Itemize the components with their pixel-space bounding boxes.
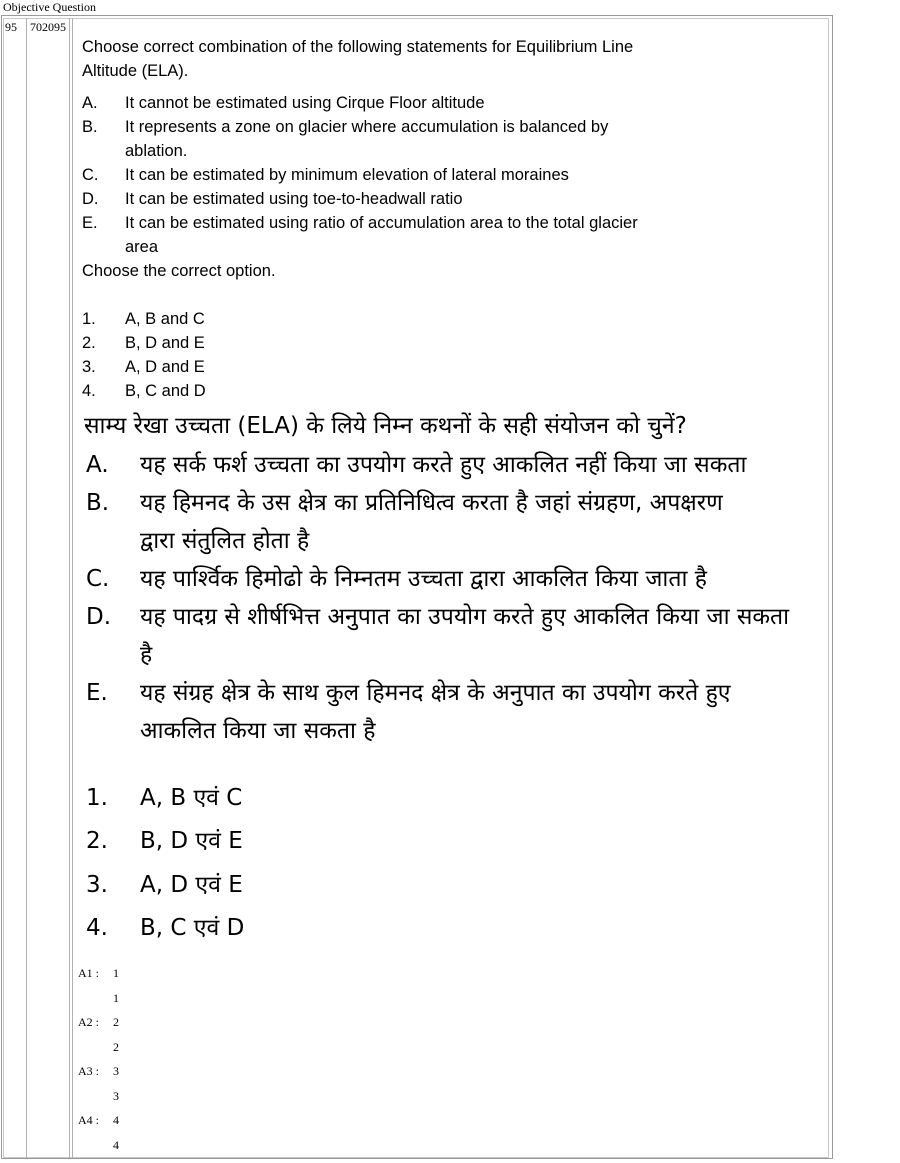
hindi-question-stem: साम्य रेखा उच्चता (ELA) के लिये निम्न कथनों के सही संयोजन को चुनें? [84,413,687,439]
answer-label-a3: A3 : [78,1064,99,1078]
option-text: A, B and C [125,310,205,328]
question-id: 702095 [30,20,66,34]
statement-text: यह संग्रह क्षेत्र के साथ कुल हिमनद क्षेत्र के अनुपात का उपयोग करते हुए [140,680,731,706]
statement-label: A. [82,94,98,112]
column-divider [26,18,27,1158]
option-number: 2. [82,334,96,352]
answer-value-repeat-a2: 2 [113,1040,119,1054]
statement-label: C. [82,166,99,184]
statement-text-continued: area [125,238,159,256]
answer-value-repeat-a4: 4 [113,1138,119,1152]
question-number: 95 [5,20,17,34]
statement-label: A. [86,452,109,478]
statement-text: यह पार्श्विक हिमोढो के निम्नतम उच्चता द्वारा आकलित किया जाता है [140,566,707,592]
statement-text: It can be estimated using toe-to-headwall ratio [125,190,463,208]
statement-text: It can be estimated by minimum elevation of lateral moraines [125,166,569,184]
statement-label: B. [86,490,110,516]
option-number: 4. [82,382,96,400]
answer-value-a3: 3 [113,1064,119,1078]
statement-label: B. [82,118,98,136]
answer-value-a1: 1 [113,966,119,980]
statement-label: C. [86,566,110,592]
statement-text: It cannot be estimated using Cirque Floor altitude [125,94,485,112]
answer-value-a4: 4 [113,1113,119,1127]
column-divider [72,18,73,1158]
option-number: 4. [86,915,108,941]
option-text: B, D and E [125,334,205,352]
option-text: A, D एवं E [140,872,243,898]
english-question-stem [82,35,782,83]
option-text: B, C एवं D [140,915,245,941]
option-text: B, D एवं E [140,828,243,854]
english-stem-line-2: Altitude (ELA). [82,62,189,80]
statement-label: D. [82,190,99,208]
statement-text-continued: है [140,642,153,668]
english-stem-line-1: Choose correct combination of the following statements for Equilibrium Line [82,38,634,56]
option-number: 3. [86,872,108,898]
statement-text: यह हिमनद के उस क्षेत्र का प्रतिनिधित्व करता है जहां संग्रहण, अपक्षरण [140,490,723,516]
statement-text: यह सर्क फर्श उच्चता का उपयोग करते हुए आकलित नहीं किया जा सकता [140,452,747,478]
option-number: 2. [86,828,108,854]
option-text: B, C and D [125,382,206,400]
answer-label-a1: A1 : [78,966,99,980]
answer-value-repeat-a3: 3 [113,1089,119,1103]
statement-label: E. [82,214,98,232]
statement-text: यह पादग्र से शीर्षभित्त अनुपात का उपयोग करते हुए आकलित किया जा सकता [140,604,790,630]
statement-label: E. [86,680,108,706]
option-number: 1. [82,310,96,328]
statement-label: D. [86,604,112,630]
answer-value-a2: 2 [113,1015,119,1029]
answer-label-a2: A2 : [78,1015,99,1029]
statement-text-continued: ablation. [125,142,188,160]
statement-text-continued: द्वारा संतुलित होता है [140,528,310,554]
column-divider [69,18,70,1158]
option-text: A, D and E [125,358,205,376]
answer-value-repeat-a1: 1 [113,991,119,1005]
statement-text: It can be estimated using ratio of accumulation area to the total glacier [125,214,638,232]
english-instruction: Choose the correct option. [82,262,276,280]
option-text: A, B एवं C [140,785,243,811]
statement-text-continued: आकलित किया जा सकता है [140,718,376,744]
option-number: 1. [86,785,108,811]
page-header-title: Objective Question [3,0,96,14]
answer-label-a4: A4 : [78,1113,99,1127]
option-number: 3. [82,358,96,376]
statement-text: It represents a zone on glacier where accumulation is balanced by [125,118,609,136]
